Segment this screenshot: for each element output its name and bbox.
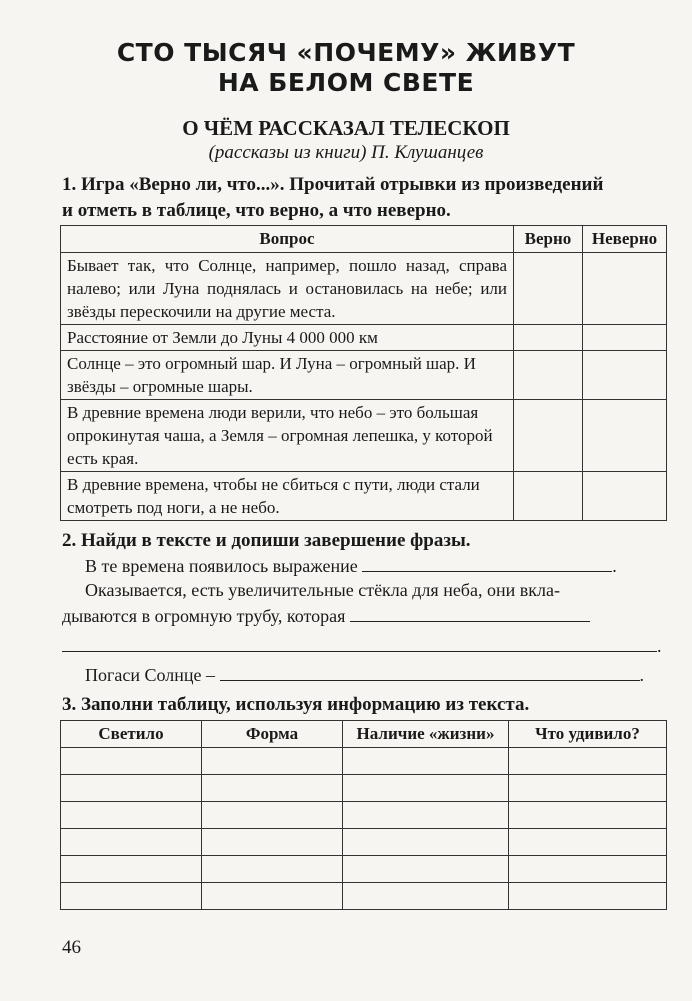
answer-cell[interactable] xyxy=(202,856,343,883)
answer-cell[interactable] xyxy=(509,802,667,829)
phrase2-answer-line[interactable] xyxy=(350,603,590,622)
true-answer-cell[interactable] xyxy=(514,351,583,400)
task1-heading-line2: и отметь в таблице, что верно, а что неверно. xyxy=(62,200,451,221)
answer-cell[interactable] xyxy=(343,775,509,802)
column-header-question: Вопрос xyxy=(61,226,514,253)
answer-cell[interactable] xyxy=(61,883,202,910)
task3-heading: 3. Заполни таблицу, используя информацию из текста. xyxy=(62,694,530,715)
page-number: 46 xyxy=(62,937,81,958)
answer-cell[interactable] xyxy=(202,829,343,856)
luminaries-table xyxy=(60,720,667,910)
table-row xyxy=(61,472,667,521)
task1-heading-line1: 1. Игра «Верно ли, что...». Прочитай отрывки из произведений xyxy=(62,174,604,195)
phrase2-row xyxy=(62,603,590,629)
column-header-luminary: Светило xyxy=(61,721,202,748)
true-answer-cell[interactable] xyxy=(514,325,583,351)
table-row xyxy=(61,829,667,856)
answer-cell[interactable] xyxy=(202,748,343,775)
table-row xyxy=(61,775,667,802)
answer-cell[interactable] xyxy=(61,856,202,883)
phrase2-continuation-row xyxy=(62,633,662,659)
answer-cell[interactable] xyxy=(202,883,343,910)
answer-cell[interactable] xyxy=(343,802,509,829)
phrase2-text: дываются в огромную трубу, которая xyxy=(62,606,346,626)
answer-cell[interactable] xyxy=(61,748,202,775)
table-row xyxy=(61,325,667,351)
phrase3-row xyxy=(85,662,644,688)
answer-cell[interactable] xyxy=(509,748,667,775)
section-subtitle: О ЧЁМ РАССКАЗАЛ ТЕЛЕСКОП xyxy=(182,116,510,140)
phrase2-answer-line-2[interactable] xyxy=(62,633,657,652)
table-row xyxy=(61,802,667,829)
false-answer-cell[interactable] xyxy=(583,253,667,325)
question-cell: Расстояние от Земли до Луны 4 000 000 км xyxy=(61,325,514,351)
false-answer-cell[interactable] xyxy=(583,400,667,472)
answer-cell[interactable] xyxy=(509,856,667,883)
page-title-line-2: НА БЕЛОМ СВЕТЕ xyxy=(217,68,475,97)
question-cell: В древние времена люди верили, что небо – это большая опрокинутая чаша, а Земля – огромная лепешка, у которой есть края. xyxy=(61,400,514,472)
phrase3-text: Погаси Солнце – xyxy=(85,665,215,685)
table-row xyxy=(61,748,667,775)
true-answer-cell[interactable] xyxy=(514,472,583,521)
period: . xyxy=(612,556,617,576)
false-answer-cell[interactable] xyxy=(583,325,667,351)
column-header-shape: Форма xyxy=(202,721,343,748)
answer-cell[interactable] xyxy=(509,829,667,856)
phrase2-line1: Оказывается, есть увеличительные стёкла для неба, они вкла- xyxy=(85,580,560,600)
answer-cell[interactable] xyxy=(202,775,343,802)
answer-cell[interactable] xyxy=(61,775,202,802)
phrase1-row xyxy=(85,553,617,579)
table-row xyxy=(61,253,667,325)
task2-heading: 2. Найди в тексте и допиши завершение фразы. xyxy=(62,530,471,551)
column-header-true: Верно xyxy=(514,226,583,253)
author-line: (рассказы из книги) П. Клушанцев xyxy=(208,142,484,163)
answer-cell[interactable] xyxy=(343,748,509,775)
question-cell: Солнце – это огромный шар. И Луна – огромный шар. И звёзды – огромные шары. xyxy=(61,351,514,400)
phrase1-text: В те времена появилось выражение xyxy=(85,556,358,576)
answer-cell[interactable] xyxy=(509,883,667,910)
false-answer-cell[interactable] xyxy=(583,472,667,521)
table-row xyxy=(61,856,667,883)
phrase1-answer-line[interactable] xyxy=(362,553,612,572)
answer-cell[interactable] xyxy=(509,775,667,802)
period: . xyxy=(657,636,662,656)
answer-cell[interactable] xyxy=(202,802,343,829)
question-cell: В древние времена, чтобы не сбиться с пути, люди стали смотреть под ноги, а не небо. xyxy=(61,472,514,521)
true-answer-cell[interactable] xyxy=(514,253,583,325)
page-title-line-1: СТО ТЫСЯЧ «ПОЧЕМУ» ЖИВУТ xyxy=(116,38,576,67)
table-row xyxy=(61,400,667,472)
answer-cell[interactable] xyxy=(343,856,509,883)
period: . xyxy=(639,665,644,685)
answer-cell[interactable] xyxy=(343,883,509,910)
true-answer-cell[interactable] xyxy=(514,400,583,472)
column-header-surprise: Что удивило? xyxy=(509,721,667,748)
phrase3-answer-line[interactable] xyxy=(220,662,640,681)
column-header-false: Неверно xyxy=(583,226,667,253)
column-header-life: Наличие «жизни» xyxy=(343,721,509,748)
answer-cell[interactable] xyxy=(61,829,202,856)
false-answer-cell[interactable] xyxy=(583,351,667,400)
true-false-table xyxy=(60,225,667,521)
answer-cell[interactable] xyxy=(343,829,509,856)
table-row xyxy=(61,883,667,910)
table-row xyxy=(61,351,667,400)
answer-cell[interactable] xyxy=(61,802,202,829)
question-cell: Бывает так, что Солнце, например, пошло назад, справа налево; или Луна поднялась и остановилась на небе; или звёзды перескочили на другие места. xyxy=(61,253,514,325)
task1-heading xyxy=(62,172,682,224)
